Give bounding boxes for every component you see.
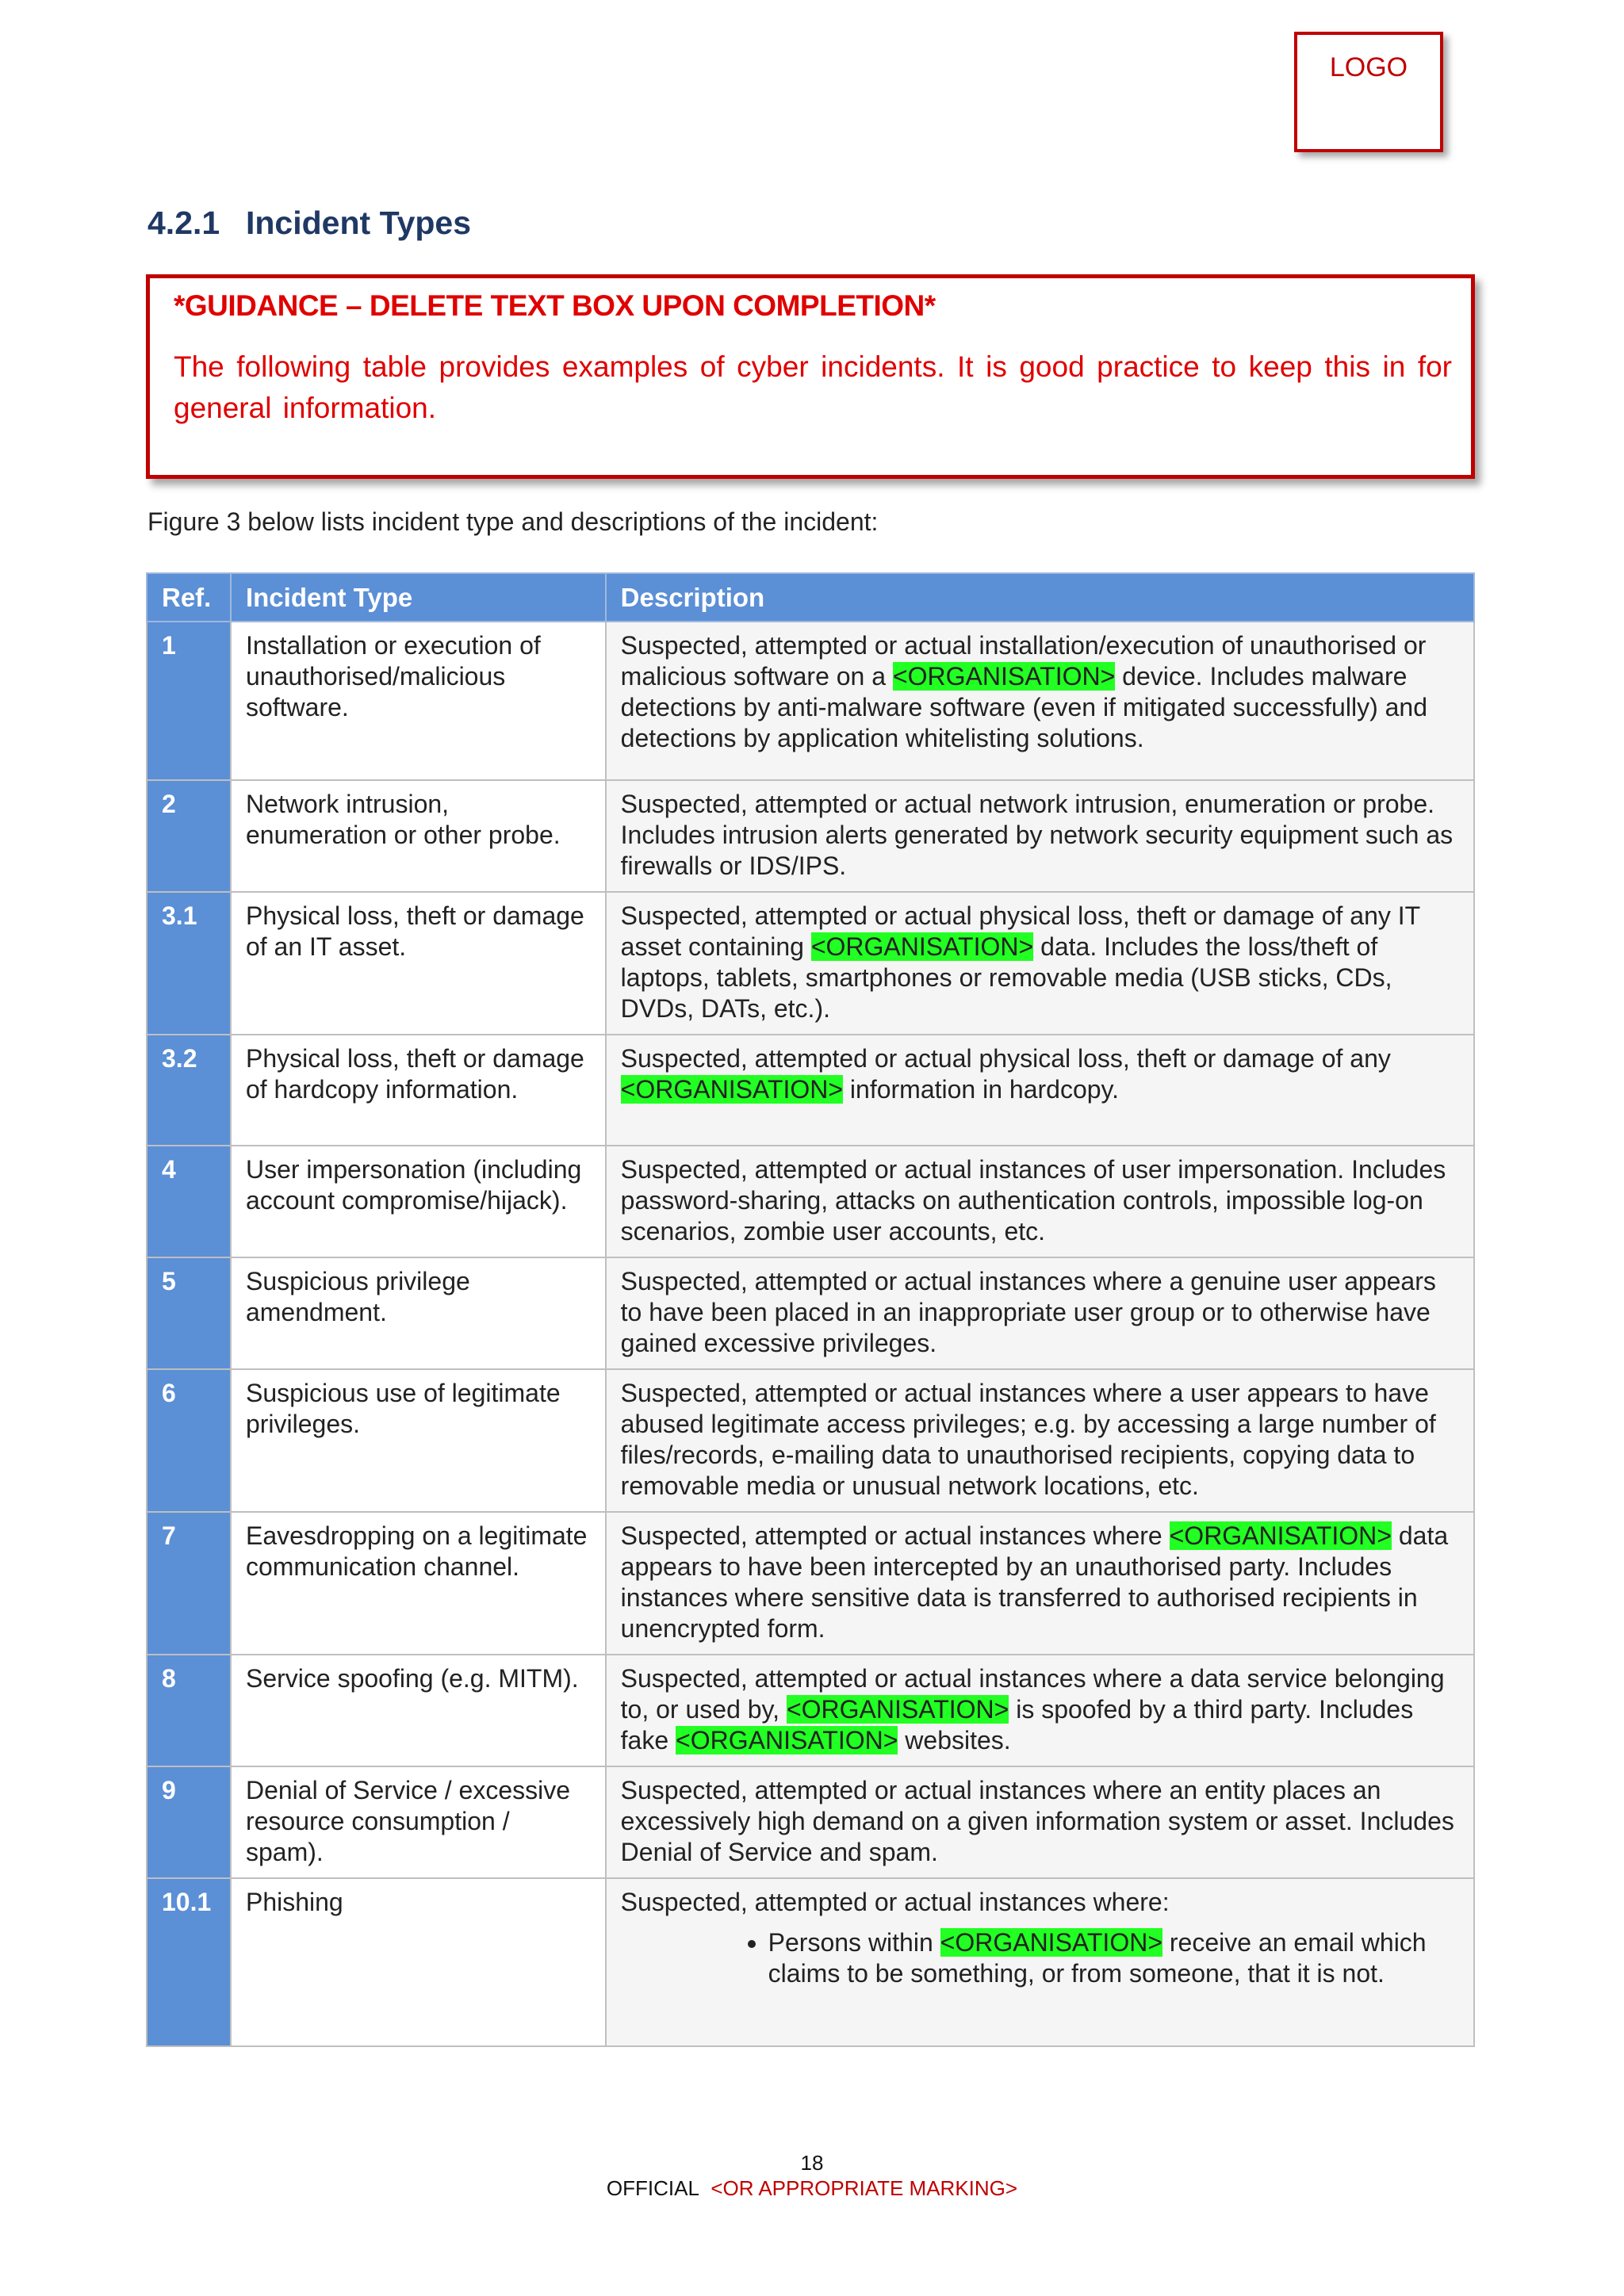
logo-placeholder [1294,32,1443,152]
row-incident-type: Network intrusion, enumeration or other probe. [231,780,606,892]
guidance-body: The following table provides examples of cyber incidents. It is good practice to keep this in for general information. [174,350,1452,424]
row-incident-type: User impersonation (including account compromise/hijack). [231,1146,606,1257]
row-incident-type: Physical loss, theft or damage of an IT asset. [231,892,606,1035]
row-description: Suspected, attempted or actual installation/execution of unauthorised or malicious software on a <ORGANISATION> device. Includes malware detections by anti-malware software (even if mitigated successfully) and detections by application whitelisting solutions. [606,622,1474,780]
row-incident-type: Service spoofing (e.g. MITM). [231,1655,606,1766]
table-row [147,892,1474,1035]
marking-placeholder: <OR APPROPRIATE MARKING> [710,2176,1018,2200]
row-description: Suspected, attempted or actual instances where: • Persons within <ORGANISATION> receive an email which claims to be something, or from someone, that it is not. [606,1878,1474,2046]
row-ref: 9 [147,1766,231,1878]
security-marking [0,2175,1624,2201]
organisation-placeholder: <ORGANISATION> [676,1726,898,1755]
page-number: 18 [800,2151,824,2175]
row-ref: 2 [147,780,231,892]
row-incident-type: Eavesdropping on a legitimate communication channel. [231,1512,606,1655]
organisation-placeholder: <ORGANISATION> [810,932,1034,961]
guidance-title: *GUIDANCE – DELETE TEXT BOX UPON COMPLETION* [174,289,936,322]
row-description: Suspected, attempted or actual instances where a user appears to have abused legitimate access privileges; e.g. by accessing a large number of files/records, e-mailing data to unauthorised recipients, copying data to removable media or unusual network locations, etc. [606,1369,1474,1512]
organisation-placeholder: <ORGANISATION> [1169,1521,1392,1550]
table-row [147,780,1474,892]
table-row [147,1655,1474,1766]
organisation-placeholder: <ORGANISATION> [892,662,1116,691]
row-description: Suspected, attempted or actual physical loss, theft or damage of any IT asset containing <ORGANISATION> data. Includes the loss/theft of laptops, tablets, smartphones or removable media (USB sticks, CDs, DVDs, DATs, etc.). [606,892,1474,1035]
incident-types-table [146,572,1475,2047]
guidance-box [146,274,1475,479]
section-heading [147,205,471,242]
table-row [147,1257,1474,1369]
table-row [147,1146,1474,1257]
row-ref: 4 [147,1146,231,1257]
official-label: OFFICIAL [606,2176,699,2200]
section-number: 4.2.1 [147,205,220,241]
list-item: • Persons within <ORGANISATION> receive an email which claims to be something, or from someone, that it is not. [768,1927,1459,1989]
organisation-placeholder: <ORGANISATION> [620,1075,844,1104]
row-ref: 7 [147,1512,231,1655]
row-description: Suspected, attempted or actual instances where an entity places an excessively high demand on a given information system or asset. Includes Denial of Service and spam. [606,1766,1474,1878]
row-ref: 1 [147,622,231,780]
row-incident-type: Denial of Service / excessive resource consumption / spam). [231,1766,606,1878]
row-description: Suspected, attempted or actual network intrusion, enumeration or probe. Includes intrusion alerts generated by network security equipment such as firewalls or IDS/IPS. [606,780,1474,892]
section-title: Incident Types [246,205,472,241]
organisation-placeholder: <ORGANISATION> [786,1695,1009,1724]
row-description: Suspected, attempted or actual instances of user impersonation. Includes password-sharing, attacks on authentication controls, impossible log-on scenarios, zombie user accounts, etc. [606,1146,1474,1257]
header-incident-type: Incident Type [231,573,606,622]
row-ref: 5 [147,1257,231,1369]
row-description: Suspected, attempted or actual instances where <ORGANISATION> data appears to have been intercepted by an unauthorised party. Includes instances where sensitive data is transferred to authorised recipients in unencrypted form. [606,1512,1474,1655]
table-row [147,1035,1474,1146]
row-incident-type: Installation or execution of unauthorised/malicious software. [231,622,606,780]
table-row [147,1766,1474,1878]
table-row [147,1512,1474,1655]
row-description: Suspected, attempted or actual instances where a data service belonging to, or used by, <ORGANISATION> is spoofed by a third party. Includes fake <ORGANISATION> websites. [606,1655,1474,1766]
row-ref: 3.2 [147,1035,231,1146]
table-header-row [147,573,1474,622]
logo-label: LOGO [1329,52,1408,82]
row-ref: 3.1 [147,892,231,1035]
row-ref: 10.1 [147,1878,231,2046]
figure-intro: Figure 3 below lists incident type and descriptions of the incident: [147,507,879,536]
row-incident-type: Suspicious use of legitimate privileges. [231,1369,606,1512]
bullet-list [621,1927,1459,1989]
row-description: Suspected, attempted or actual physical loss, theft or damage of any <ORGANISATION> information in hardcopy. [606,1035,1474,1146]
row-incident-type: Phishing [231,1878,606,2046]
row-ref: 6 [147,1369,231,1512]
page-footer [0,2150,1624,2201]
row-ref: 8 [147,1655,231,1766]
table-row [147,622,1474,780]
table-row [147,1369,1474,1512]
header-ref: Ref. [147,573,231,622]
row-description: Suspected, attempted or actual instances where a genuine user appears to have been placed in an inappropriate user group or to otherwise have gained excessive privileges. [606,1257,1474,1369]
row-incident-type: Physical loss, theft or damage of hardcopy information. [231,1035,606,1146]
row-incident-type: Suspicious privilege amendment. [231,1257,606,1369]
table-row [147,1878,1474,2046]
organisation-placeholder: <ORGANISATION> [940,1928,1162,1957]
header-description: Description [606,573,1474,622]
